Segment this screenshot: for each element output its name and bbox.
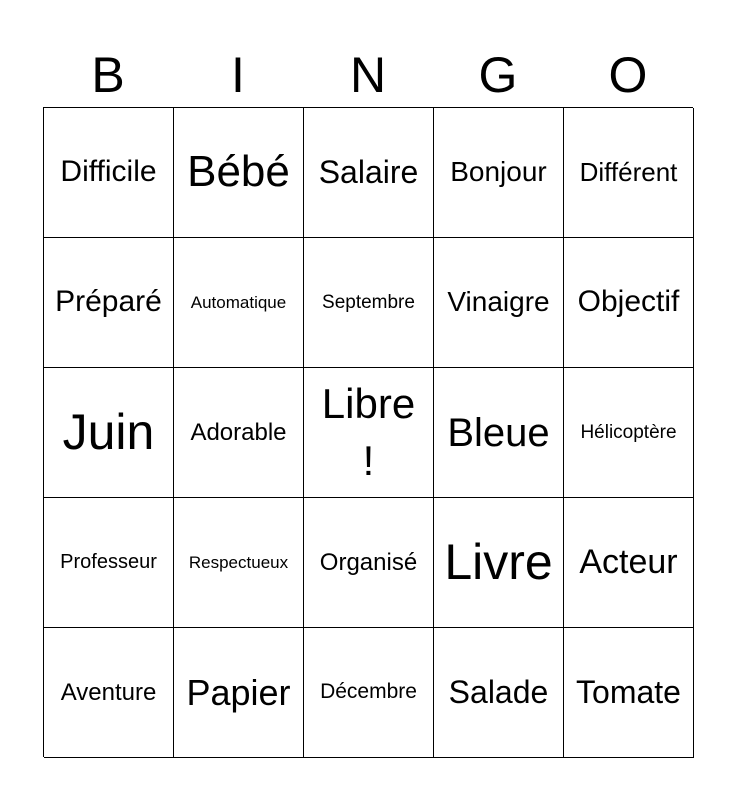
bingo-cell[interactable]: Salade bbox=[434, 628, 564, 758]
bingo-cell[interactable]: Juin bbox=[44, 368, 174, 498]
bingo-cell[interactable]: Préparé bbox=[44, 238, 174, 368]
bingo-cell[interactable]: Différent bbox=[564, 108, 694, 238]
bingo-cell[interactable]: Décembre bbox=[304, 628, 434, 758]
bingo-cell[interactable]: Bonjour bbox=[434, 108, 564, 238]
bingo-cell[interactable]: Professeur bbox=[44, 498, 174, 628]
bingo-cell[interactable]: Aventure bbox=[44, 628, 174, 758]
header-letter-i: I bbox=[231, 47, 245, 103]
header-letter-n: N bbox=[349, 47, 387, 103]
bingo-cell[interactable]: Bébé bbox=[174, 108, 304, 238]
bingo-cell[interactable]: Salaire bbox=[304, 108, 434, 238]
bingo-cell[interactable]: Hélicoptère bbox=[564, 368, 694, 498]
free-space-cell[interactable]: Libre ! bbox=[304, 368, 434, 498]
bingo-cell[interactable]: Papier bbox=[174, 628, 304, 758]
header-letter-o: O bbox=[608, 47, 648, 103]
bingo-cell[interactable]: Acteur bbox=[564, 498, 694, 628]
bingo-cell[interactable]: Difficile bbox=[44, 108, 174, 238]
header-letter-g: G bbox=[478, 47, 518, 103]
bingo-cell[interactable]: Objectif bbox=[564, 238, 694, 368]
bingo-cell[interactable]: Septembre bbox=[304, 238, 434, 368]
bingo-cell[interactable]: Vinaigre bbox=[434, 238, 564, 368]
bingo-cell[interactable]: Bleue bbox=[434, 368, 564, 498]
bingo-header bbox=[43, 44, 693, 106]
bingo-cell[interactable]: Respectueux bbox=[174, 498, 304, 628]
bingo-grid bbox=[43, 107, 693, 757]
bingo-cell[interactable]: Adorable bbox=[174, 368, 304, 498]
bingo-cell[interactable]: Tomate bbox=[564, 628, 694, 758]
header-letter-b: B bbox=[91, 47, 125, 103]
bingo-cell[interactable]: Livre bbox=[434, 498, 564, 628]
bingo-cell[interactable]: Automatique bbox=[174, 238, 304, 368]
bingo-cell[interactable]: Organisé bbox=[304, 498, 434, 628]
